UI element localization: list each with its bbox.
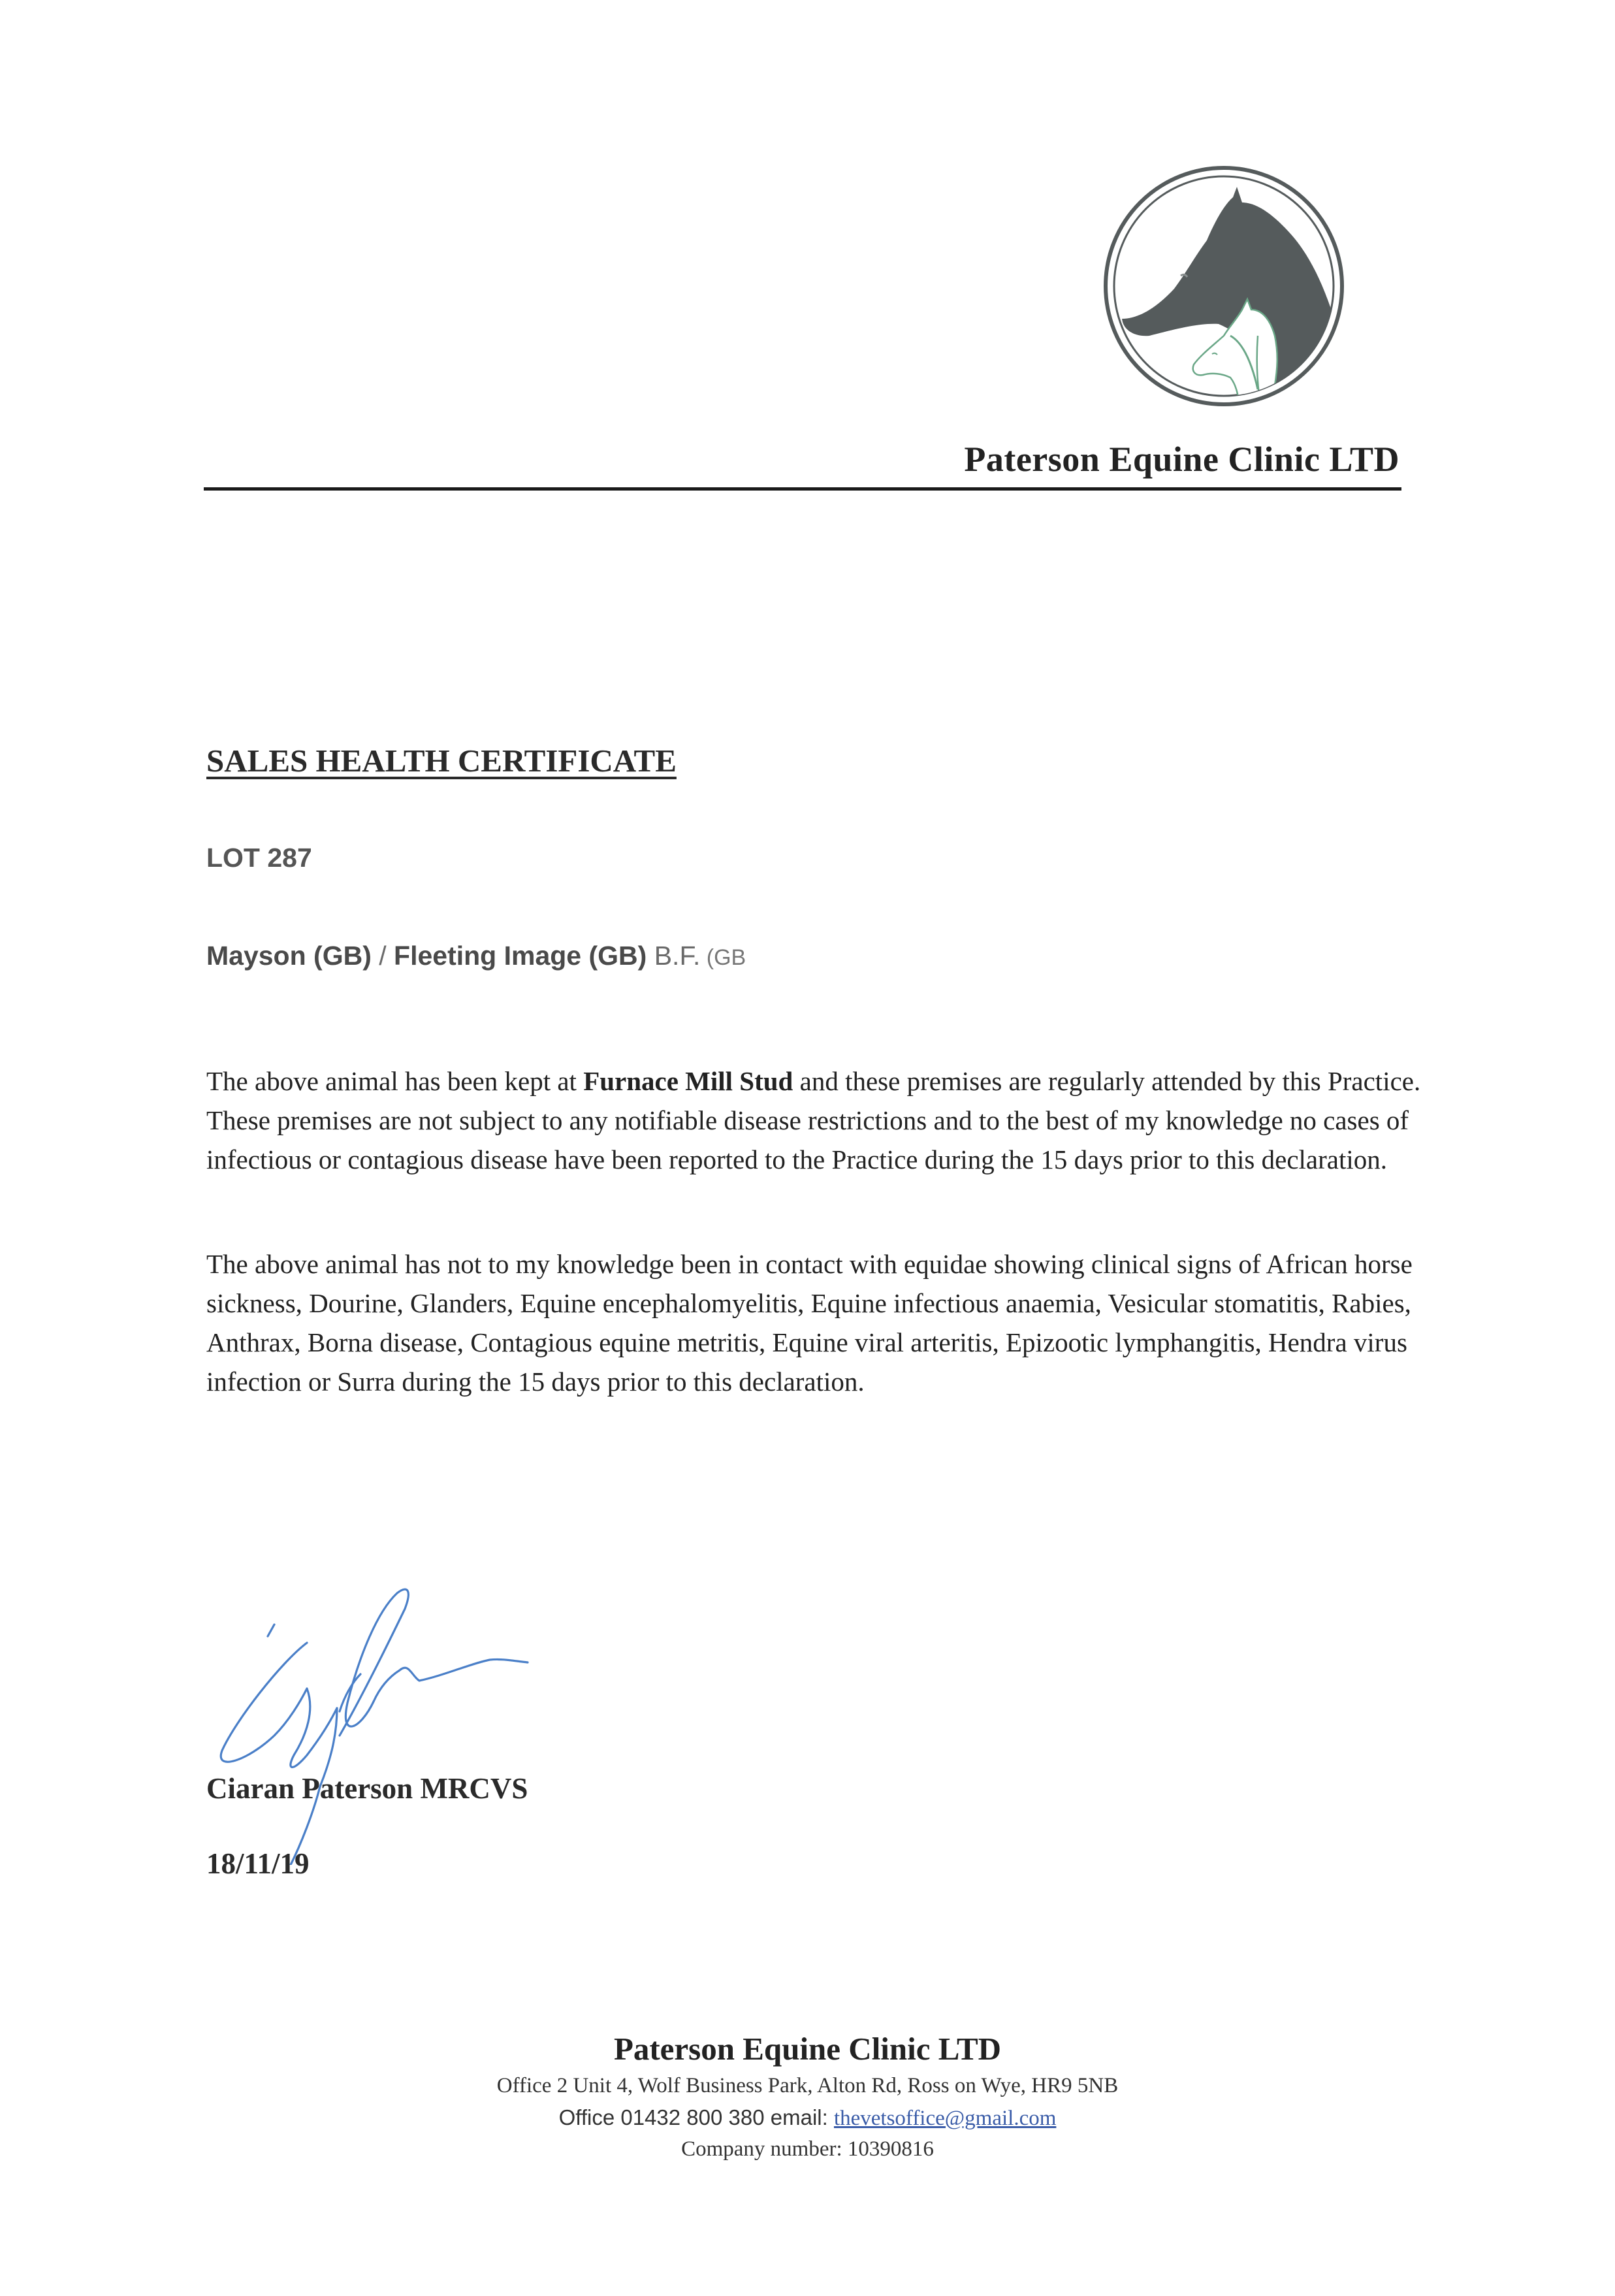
sire-name: Mayson (GB) (206, 941, 372, 971)
pedigree-separator: / (371, 941, 394, 971)
premises-statement: and these premises are regularly attended by this Practice. These premises are not subject to any notifiable disease restrictions and to the best of my knowledge no cases of infectious or contagious disease have been reported to the Practice during the 15 days prior to this declaration. (206, 1066, 1421, 1174)
footer-clinic-name: Paterson Equine Clinic LTD (613, 2031, 1002, 2067)
premises-declaration-paragraph (206, 1061, 1428, 1179)
clinic-name-header: Paterson Equine Clinic LTD (964, 440, 1399, 479)
footer-company-number: Company number: 10390816 (681, 2137, 934, 2161)
email-link[interactable]: thevetsoffice@gmail.com (833, 2107, 1057, 2130)
dam-name: Fleeting Image (GB) (394, 941, 647, 971)
premises-name: Furnace Mill Stud (583, 1066, 793, 1096)
footer-contact (0, 2105, 1615, 2131)
sex-colour: B.F. (647, 941, 701, 971)
footer-office-phone: Office 01432 800 380 email: (558, 2105, 834, 2129)
horse-pedigree (206, 941, 746, 971)
handwritten-signature (209, 1564, 640, 1865)
horse-heads-logo-icon (1102, 165, 1345, 408)
signatory-name: Ciaran Paterson MRCVS (206, 1772, 528, 1805)
premises-intro: The above animal has been kept at (206, 1066, 584, 1096)
disease-contact-paragraph: The above animal has not to my knowledge been in contact with equidae showing clinical signs of African horse sickness, Dourine, Glanders, Equine encephalomyelitis, Equine infectious anaemia, Vesicular stomatitis, Rabies, Anthrax, Borna disease, Contagious equine metritis, Equine viral arteritis, Epizootic lymphangitis, Hendra virus infection or Surra during the 15 days prior to this declaration. (206, 1249, 1413, 1397)
certificate-title: SALES HEALTH CERTIFICATE (206, 743, 677, 779)
lot-number: LOT 287 (206, 843, 312, 873)
header-divider (204, 487, 1401, 491)
footer-address: Office 2 Unit 4, Wolf Business Park, Alton Rd, Ross on Wye, HR9 5NB (496, 2074, 1119, 2097)
foaled-country: (GB (700, 945, 746, 970)
signature-date: 18/11/19 (206, 1847, 310, 1880)
